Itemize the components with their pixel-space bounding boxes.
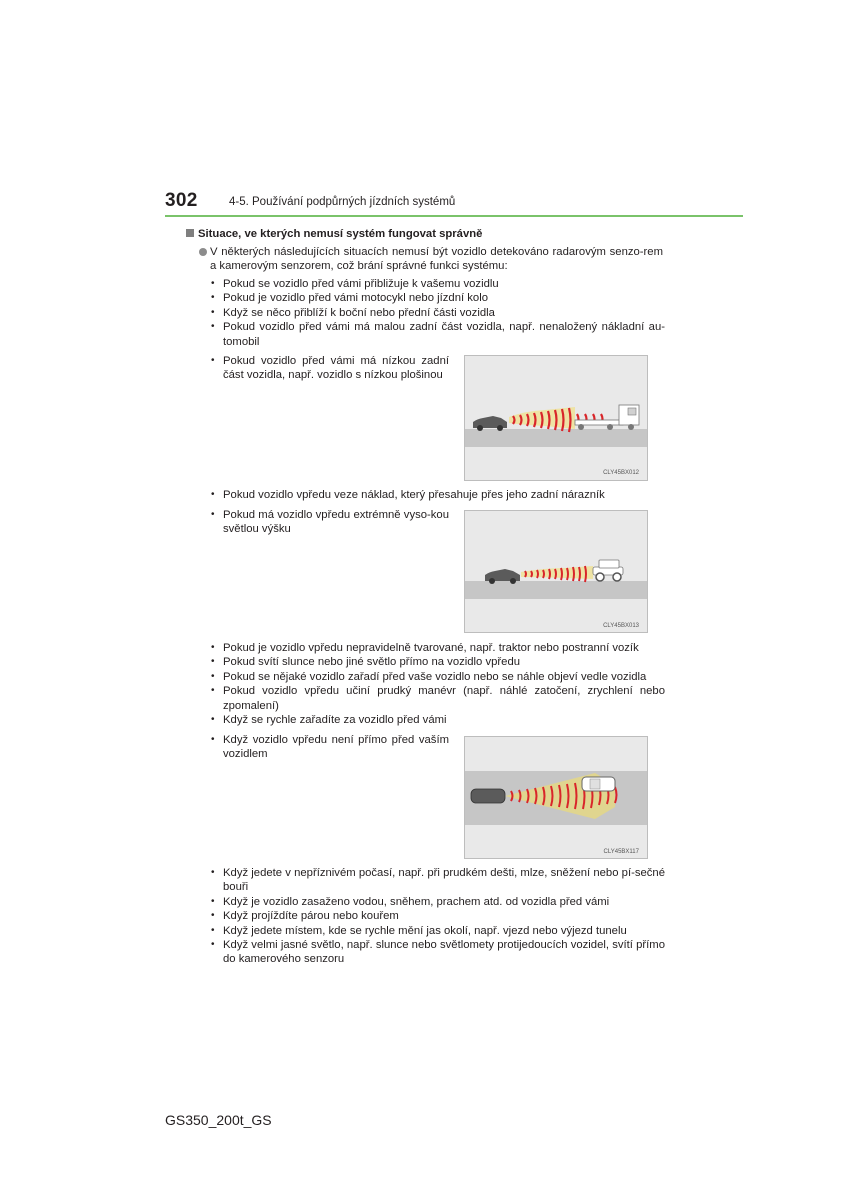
list-item: • Když se něco přiblíží k boční nebo přední části vozidla bbox=[211, 306, 665, 320]
list-item: • Když velmi jasné světlo, např. slunce nebo světlomety protijedoucích vozidel, svítí přímo do kamerového senzoru bbox=[211, 938, 665, 967]
list-item: • Když jedete místem, kde se rychle mění jas okolí, např. vjezd nebo výjezd tunelu bbox=[211, 924, 665, 938]
list-a bbox=[211, 277, 665, 349]
section-heading bbox=[186, 228, 482, 240]
figure-low-bed-truck bbox=[464, 355, 648, 481]
footer-model-code: GS350_200t_GS bbox=[165, 1112, 272, 1128]
list-item: • Pokud vozidlo před vámi má malou zadní část vozidla, např. nenaložený nákladní au-tomobil bbox=[211, 320, 665, 349]
list-item: • Když jedete v nepříznivém počasí, např. při prudkém dešti, mlze, sněžení nebo pí-sečné bouři bbox=[211, 866, 665, 895]
square-bullet-icon bbox=[186, 229, 194, 237]
list-item: • Pokud se vozidlo před vámi přibližuje k vašemu vozidlu bbox=[211, 277, 665, 291]
list-item: • Když je vozidlo zasaženo vodou, sněhem, prachem atd. od vozidla před vámi bbox=[211, 895, 665, 909]
list-item: • Pokud je vozidlo vpředu nepravidelně tvarované, např. traktor nebo postranní vozík bbox=[211, 641, 665, 655]
circle-bullet-icon bbox=[199, 248, 207, 256]
figure-offset-vehicle bbox=[464, 736, 648, 859]
list-c bbox=[211, 488, 665, 502]
list-b bbox=[211, 354, 449, 383]
list-item: • Pokud je vozidlo před vámi motocykl nebo jízdní kolo bbox=[211, 291, 665, 305]
list-item: • Pokud svítí slunce nebo jiné světlo přímo na vozidlo vpředu bbox=[211, 655, 665, 669]
list-item: • Pokud má vozidlo vpředu extrémně vyso-kou světlou výšku bbox=[211, 508, 449, 537]
illustration-high-clearance-vehicle bbox=[465, 511, 647, 632]
list-item: • Pokud vozidlo vpředu veze náklad, který přesahuje přes jeho zadní nárazník bbox=[211, 488, 665, 502]
figure-code-1: CLY45BX012 bbox=[603, 470, 639, 476]
page-number: 302 bbox=[165, 190, 198, 211]
figure-code-2: CLY45BX013 bbox=[603, 623, 639, 629]
chapter-title: 4-5. Používání podpůrných jízdních systémů bbox=[229, 196, 456, 208]
list-item: • Pokud vozidlo vpředu učiní prudký manévr (např. náhlé zatočení, zrychlení nebo zpomalení) bbox=[211, 684, 665, 713]
figure-high-clearance-vehicle bbox=[464, 510, 648, 633]
list-item: • Pokud se nějaké vozidlo zařadí před vaše vozidlo nebo se náhle objeví vedle vozidla bbox=[211, 670, 665, 684]
list-item: • Když vozidlo vpředu není přímo před vaším vozidlem bbox=[211, 733, 449, 762]
figure-code-3: CLY45BX117 bbox=[603, 849, 639, 855]
illustration-offset-vehicle bbox=[465, 737, 647, 858]
list-e bbox=[211, 641, 665, 727]
list-item: • Pokud vozidlo před vámi má nízkou zadní část vozidla, např. vozidlo s nízkou plošinou bbox=[211, 354, 449, 383]
list-item: • Když se rychle zařadíte za vozidlo před vámi bbox=[211, 713, 665, 727]
header-rule bbox=[165, 215, 743, 217]
list-d bbox=[211, 508, 449, 537]
list-f bbox=[211, 733, 449, 762]
intro-text: V některých následujících situacích nemusí být vozidlo detekováno radarovým senzo-rem a kamerovým senzorem, což brání správné funkci systému: bbox=[210, 246, 663, 273]
section-heading-text: Situace, ve kterých nemusí systém fungovat správně bbox=[198, 228, 483, 240]
illustration-low-bed-truck bbox=[465, 356, 647, 480]
intro-paragraph bbox=[199, 245, 663, 274]
list-g bbox=[211, 866, 665, 967]
list-item: • Když projíždíte párou nebo kouřem bbox=[211, 909, 665, 923]
